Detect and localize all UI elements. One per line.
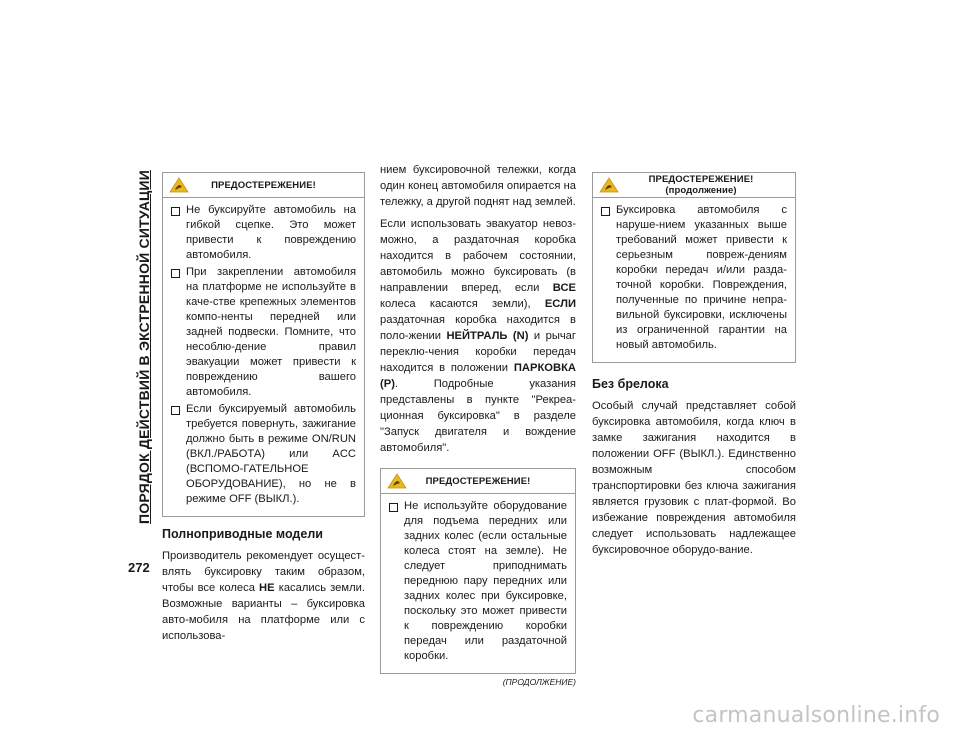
checkbox-bullet-icon [171,269,180,278]
warning-header [593,173,795,198]
paragraph: нием буксировочной тележки, когда один конец автомобиля опирается на тележку, а другой поднят над землей. [380,164,576,208]
warning-item: Не используйте оборудование для подъема передних или задних колес (если остальные колеса стоят на земле). Не следует приподнимать переднюю пару передних или задних колес при буксировке, поскольку это может привести к повреждению коробки передач или раздаточной коробки. [389,499,567,664]
column-1 [162,172,365,650]
warning-item: Буксировка автомобиля с наруше-нием указанных выше требований может привести к серьезным повреж-дениям коробки передач и/или разда-точной коробки. Повреждения, полученные по причине непра-вильной буксировки, исключены из ограниченной гарантии на новый автомобиль. [601,203,787,353]
paragraph: Если использовать эвакуатор невоз-можно, а раздаточная коробка находится в рабочем состоянии, автомобиль можно буксировать (в направлении вперед, если ВСЕ колеса касаются земли), ЕСЛИ раздаточная коробка находится в поло-жении НЕЙТРАЛЬ (N) и рычаг переклю-чения коробки передач находится в положении ПАРКОВКА (P). Подробные указания представлены в пункте "Рекреа-ционная буксировка" в разделе "Запуск двигателя и вождение автомобиля". [380,218,576,454]
warning-header [163,173,364,198]
warning-box [592,172,796,363]
watermark: carmanualsonline.info [692,703,940,728]
paragraph: Особый случай представляет собой буксировка автомобиля, когда ключ в замке зажигания находится в положении OFF (ВЫКЛ.). Единственно возможным способом транспортировки без ключа зажигания является грузовик с плат-формой. Во избежание повреждения автомобиля следует использовать надлежащее буксировочное оборудо-вание. [592,400,796,556]
checkbox-bullet-icon [171,207,180,216]
checkbox-bullet-icon [389,503,398,512]
section-title-text: ПОРЯДОК ДЕЙСТВИЙ В ЭКСТРЕННОЙ СИТУАЦИИ [136,170,152,524]
warning-item: Не буксируйте автомобиль на гибкой сцепке. Это может привести к повреждению автомобиля. [171,203,356,263]
warning-triangle-icon [169,177,189,193]
warning-header [381,469,575,494]
section-side-title [128,170,160,524]
column-2 [380,162,576,687]
checkbox-bullet-icon [171,406,180,415]
continued-label: (ПРОДОЛЖЕНИЕ) [502,677,576,687]
warning-box [380,468,576,674]
warning-title: ПРЕДОСТЕРЕЖЕНИЕ! [211,179,316,191]
page-number: 272 [128,560,150,575]
warning-title: ПРЕДОСТЕРЕЖЕНИЕ! (продолжение) [648,174,754,196]
column-3 [592,172,796,564]
section-heading: Без брелока [592,377,669,391]
warning-triangle-icon [599,177,619,193]
checkbox-bullet-icon [601,207,610,216]
warning-item: При закреплении автомобиля на платформе не используйте в каче-стве крепежных элементов компо-ненты передней или задней подвески. Помните, что несоблю-дение правил эвакуации может привести к повреждению вашего автомобиля. [171,265,356,400]
warning-triangle-icon [387,473,407,489]
section-heading: Полноприводные модели [162,527,323,541]
warning-item: Если буксируемый автомобиль требуется повернуть, зажигание должно быть в режиме ON/RUN (ВКЛ./РАБОТА) или ACC (ВСПОМО-ГАТЕЛЬНОЕ ОБОРУДОВАНИЕ), но не в режиме OFF (ВЫКЛ.). [171,402,356,507]
warning-box [162,172,365,517]
paragraph: Производитель рекомендует осущест-влять буксировку таким образом, чтобы все колеса НЕ касались земли. Возможные варианты – буксировка авто-мобиля на платформе или с использова- [162,550,365,642]
warning-title: ПРЕДОСТЕРЕЖЕНИЕ! [425,475,531,487]
